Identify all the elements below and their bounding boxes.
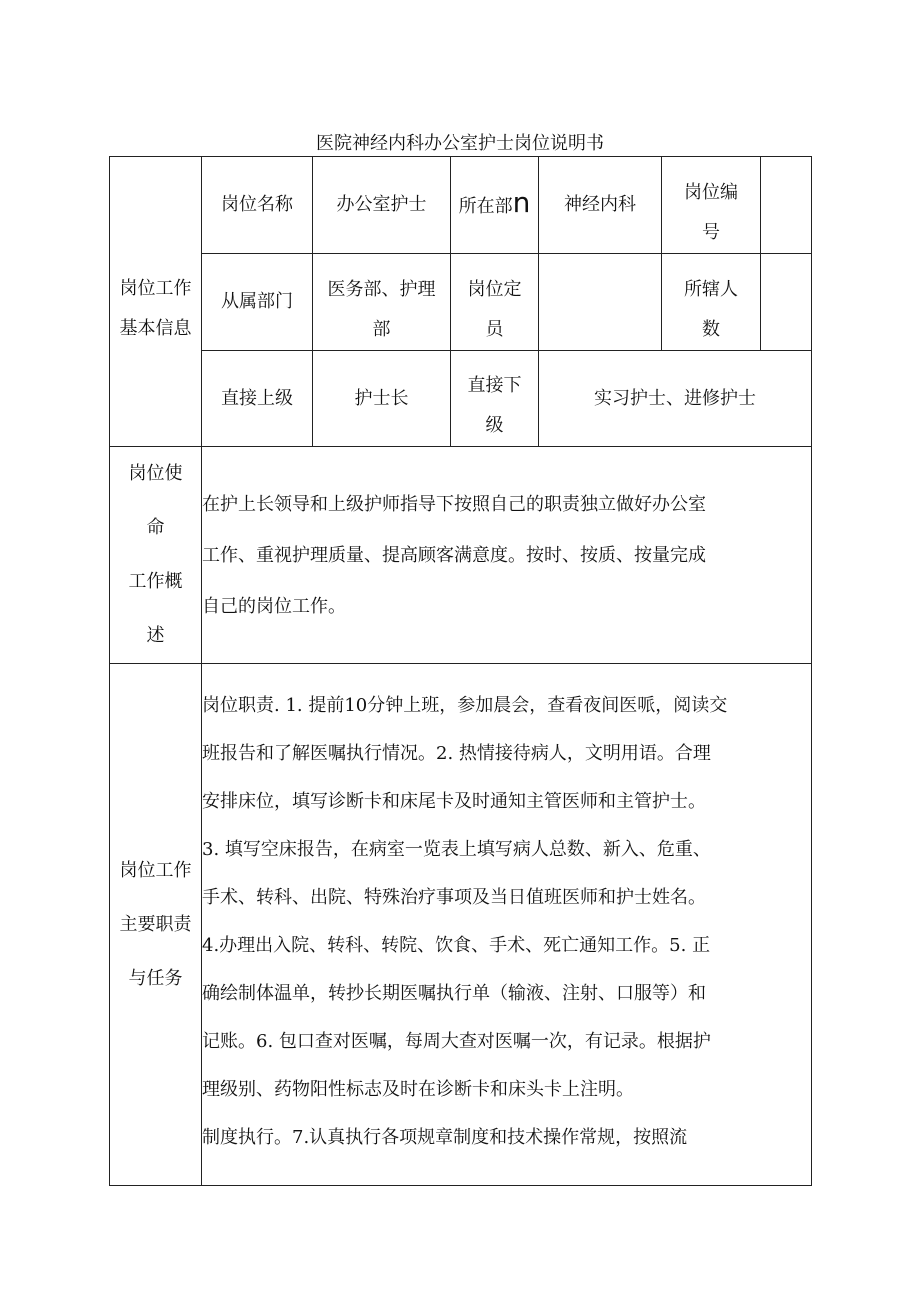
department-label-text: 所在部	[458, 196, 513, 217]
department-label-tail: n	[512, 186, 531, 219]
basic-info-section-label	[110, 157, 202, 447]
duties-label-line-2: 主要职责	[119, 913, 192, 935]
basic-info-row-3	[110, 351, 812, 447]
department-label	[451, 157, 539, 254]
mission-row	[110, 447, 812, 664]
mission-line: 工作、重视护理质量、提高顾客满意度。按时、按质、按量完成	[202, 544, 706, 566]
lower-level-value: 实习护士、进修护士	[539, 351, 812, 447]
duties-label-line-3: 与任务	[128, 967, 183, 989]
affiliation-label: 从属部门	[202, 254, 313, 351]
subordinates-label-line-2: 数	[702, 318, 720, 340]
page-title: 医院神经内科办公室护士岗位说明书	[316, 133, 604, 154]
mission-label-line-3: 工作概	[128, 571, 183, 592]
job-description-table	[109, 156, 812, 1186]
duties-line: 确绘制体温单，转抄长期医嘱执行单（输液、注射、口服等）和	[202, 983, 706, 1004]
mission-label	[110, 447, 202, 664]
duties-line: 安排床位，填写诊断卡和床尾卡及时通知主管医师和主管护士。	[202, 791, 706, 812]
basic-info-row-1	[110, 157, 812, 254]
mission-line: 在护上长领导和上级护师指导下按照自己的职责独立做好办公室	[202, 493, 706, 515]
duties-line: 4.办理出入院、转科、转院、饮食、手术、死亡通知工作。5. 正	[202, 935, 711, 956]
position-name-value: 办公室护士	[313, 157, 451, 254]
duties-line: 3. 填写空床报告，在病室一览表上填写病人总数、新入、危重、	[202, 839, 711, 860]
duties-line: 岗位职责. 1. 提前10分钟上班，参加晨会，查看夜间医哌，阅读交	[202, 695, 728, 716]
quota-label	[451, 254, 539, 351]
duties-label	[110, 664, 202, 1186]
subordinates-value	[761, 254, 812, 351]
position-code-value	[761, 157, 812, 254]
position-name-label: 岗位名称	[202, 157, 313, 254]
affiliation-value	[313, 254, 451, 351]
mission-label-line-1: 岗位使	[128, 463, 183, 484]
mission-line: 自己的岗位工作。	[202, 595, 346, 617]
department-value: 神经内科	[539, 157, 662, 254]
subordinates-label-line-1: 所辖人	[684, 278, 738, 300]
mission-label-line-2: 命	[146, 517, 165, 538]
quota-label-line-1: 岗位定	[467, 278, 522, 300]
position-code-label	[662, 157, 761, 254]
duties-line: 理级别、药物阳性标志及时在诊断卡和床头卡上注明。	[202, 1079, 634, 1100]
basic-info-label-line-1: 岗位工作	[119, 277, 192, 299]
quota-label-line-2: 员	[485, 318, 504, 340]
basic-info-label-line-2: 基本信息	[119, 317, 192, 339]
duties-line: 记账。6. 包口查对医嘱，每周大查对医嘱一次，有记录。根据护	[202, 1031, 711, 1052]
duties-line: 制度执行。7.认真执行各项规章制度和技术操作常规，按照流	[202, 1127, 688, 1148]
duties-text	[202, 664, 812, 1186]
lower-level-label-line-2: 级	[485, 415, 504, 436]
duties-line: 手术、转科、出院、特殊治疗事项及当日值班医师和护士姓名。	[202, 887, 706, 908]
subordinates-label	[662, 254, 761, 351]
mission-label-line-4: 述	[146, 625, 165, 646]
duties-row	[110, 664, 812, 1186]
duties-line: 班报告和了解医嘱执行情况。2. 热情接待病人，文明用语。合理	[202, 743, 711, 764]
lower-level-label-line-1: 直接下	[467, 375, 522, 396]
duties-label-line-1: 岗位工作	[119, 859, 192, 881]
superior-value: 护士长	[313, 351, 451, 447]
quota-value	[539, 254, 662, 351]
position-code-label-line-2: 号	[702, 221, 720, 243]
mission-text	[202, 447, 812, 664]
affiliation-value-line-2: 部	[372, 318, 391, 340]
superior-label: 直接上级	[202, 351, 313, 447]
lower-level-label	[451, 351, 539, 447]
basic-info-row-2	[110, 254, 812, 351]
position-code-label-line-1: 岗位编	[684, 181, 738, 203]
affiliation-value-line-1: 医务部、护理	[327, 278, 436, 300]
